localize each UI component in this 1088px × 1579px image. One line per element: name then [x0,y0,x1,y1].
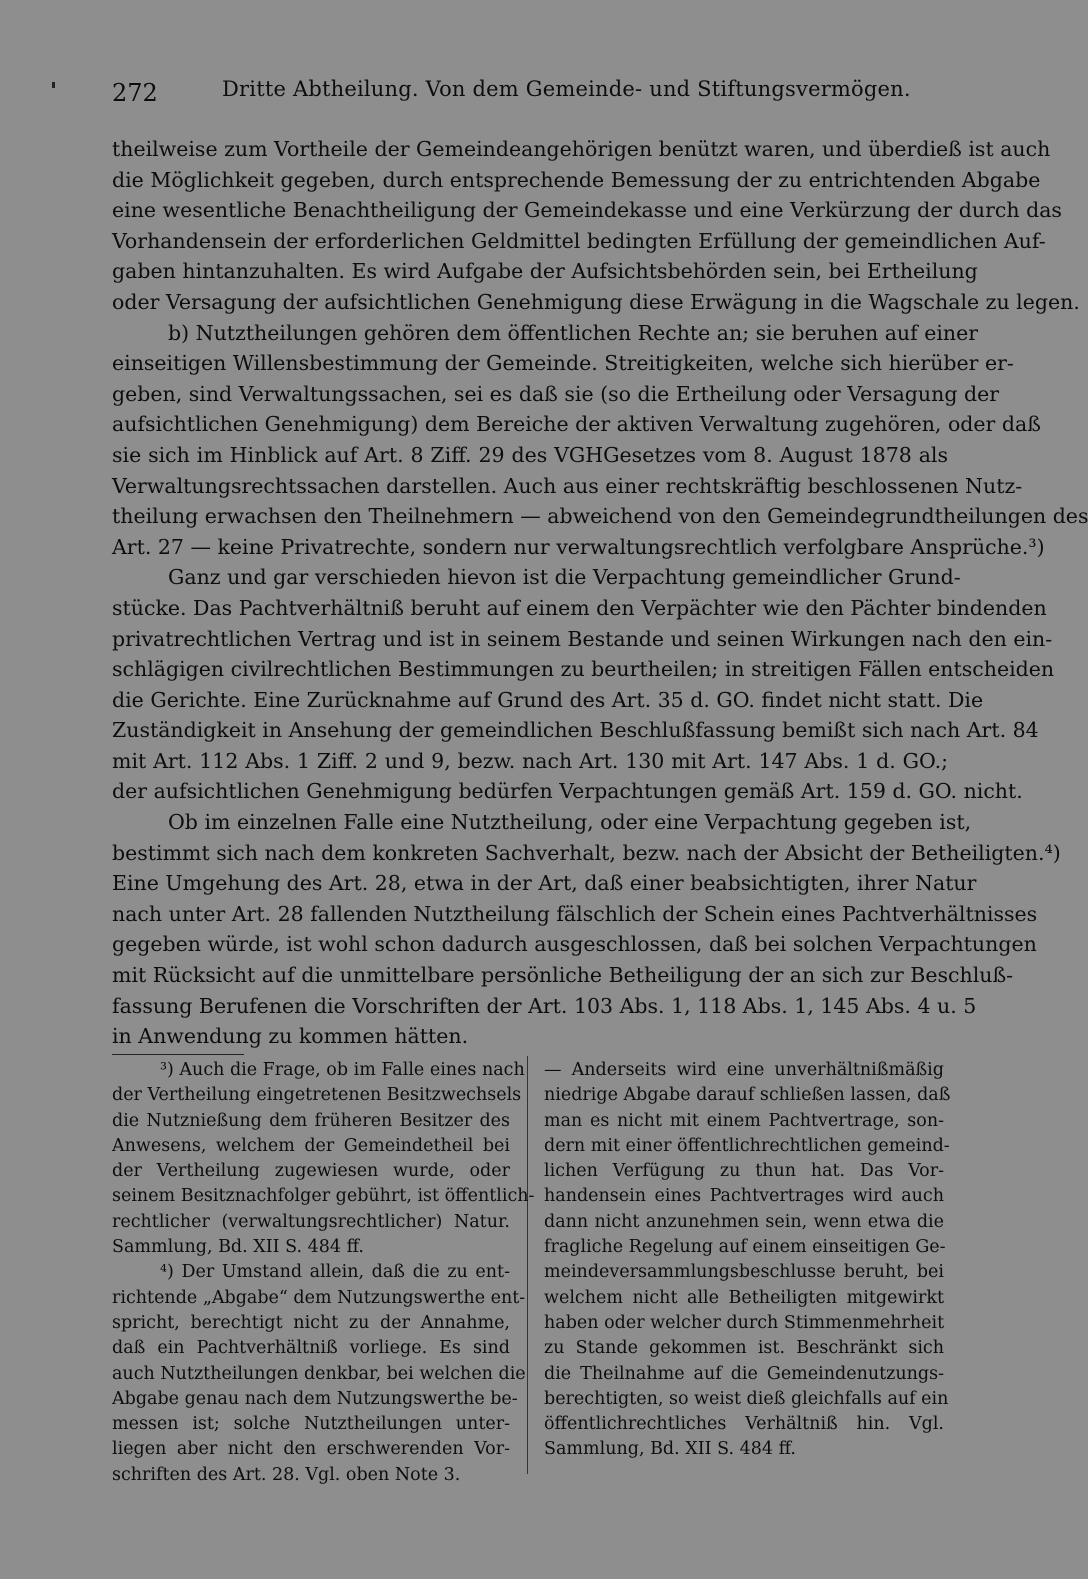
footnote-line: Sammlung, Bd. XII S. 484 ff. [112,1237,364,1258]
footnote-rule [112,1054,244,1055]
text-line: Eine Umgehung des Art. 28, etwa in der Art, daß einer beabsichtigten, ihrer Natur [112,871,977,896]
text-line: Art. 27 — keine Privatrechte, sondern nur verwaltungsrechtlich verfolgbare Ansprüche.³) [112,534,1045,559]
text-line: theilung erwachsen den Theilnehmern — abweichend von den Gemeindegrundtheilungen des [112,504,1088,529]
footnote-line: Anwesens, welchem der Gemeindetheil bei [112,1135,510,1156]
footnote-line: der Vertheilung eingetretenen Besitzwechsels [112,1085,522,1106]
footnote-column-separator [527,1056,528,1474]
text-line: in Anwendung zu kommen hätten. [112,1024,469,1049]
text-line: oder Versagung der aufsichtlichen Genehmigung diese Erwägung in die Wagschale zu legen. [112,289,1080,314]
footnote-line: berechtigten, so weist dieß gleichfalls auf ein [544,1388,949,1409]
footnote-line: welchem nicht alle Betheiligten mitgewirkt [544,1287,944,1308]
text-line: theilweise zum Vortheile der Gemeindeangehörigen benützt waren, und überdieß ist auch [112,137,1051,161]
running-title: Dritte Abtheilung. Von dem Gemeinde- und Stiftungsvermögen. [222,77,911,101]
footnote-line: Abgabe genau nach dem Nutzungswerthe be- [112,1388,518,1409]
text-line: aufsichtlichen Genehmigung) dem Bereiche der aktiven Verwaltung zugehören, oder daß [112,412,1041,437]
footnote-line: richtende „Abgabe“ dem Nutzungswerthe ent- [112,1287,526,1308]
footnote-line: Sammlung, Bd. XII S. 484 ff. [544,1439,796,1460]
footnote-line: schriften des Art. 28. Vgl. oben Note 3. [112,1464,461,1485]
footnote-line: handensein eines Pachtvertrages wird auch [544,1186,944,1207]
footnote-line: messen ist; solche Nutztheilungen unter- [112,1414,510,1435]
text-line: Vorhandensein der erforderlichen Geldmittel bedingten Erfüllung der gemeindlichen Auf- [112,228,1046,253]
text-line: privatrechtlichen Vertrag und ist in seinem Bestande und seinen Wirkungen nach den ein- [112,626,1053,651]
footnote-line: spricht, berechtigt nicht zu der Annahme, [112,1312,510,1333]
text-line: gegeben würde, ist wohl schon dadurch ausgeschlossen, daß bei solchen Verpachtungen [112,932,1037,957]
footnote-line: die Nutznießung dem früheren Besitzer des [112,1110,510,1131]
text-line: b) Nutztheilungen gehören dem öffentlichen Rechte an; sie beruhen auf einer [168,320,979,345]
footnote-line: meindeversammlungsbeschlusse beruht, bei [544,1262,944,1283]
text-line: geben, sind Verwaltungssachen, sei es daß sie (so die Ertheilung oder Versagung der [112,381,1000,406]
footnote-line: niedrige Abgabe darauf schließen lassen, daß [544,1085,951,1106]
text-line: sie sich im Hinblick auf Art. 8 Ziff. 29 des VGHGesetzes vom 8. August 1878 als [112,442,948,467]
footnote-line: seinem Besitznachfolger gebührt, ist öffentlich- [112,1186,535,1207]
footnote-line: lichen Verfügung zu thun hat. Das Vor- [544,1161,944,1182]
footnote-line: dern mit einer öffentlichrechtlichen gemeind- [544,1135,950,1156]
footnote-line: rechtlicher (verwaltungsrechtlicher) Natur. [112,1211,510,1232]
footnote-line: haben oder welcher durch Stimmenmehrheit [544,1312,945,1333]
text-line: mit Art. 112 Abs. 1 Ziff. 2 und 9, bezw. nach Art. 130 mit Art. 147 Abs. 1 d. GO.; [112,748,948,773]
footnote-line: liegen aber nicht den erschwerenden Vor- [112,1439,510,1460]
text-line: bestimmt sich nach dem konkreten Sachverhalt, bezw. nach der Absicht der Betheiligten.⁴) [112,840,1061,865]
footnotes-left-column [112,1058,535,1488]
margin-mark [52,82,55,88]
footnote-line: die Theilnahme auf die Gemeindenutzungs- [544,1363,944,1384]
footnote-line: fragliche Regelung auf einem einseitigen Ge- [544,1237,946,1258]
text-line: einseitigen Willensbestimmung der Gemeinde. Streitigkeiten, welche sich hierüber er- [112,351,1014,376]
footnote-line: man es nicht mit einem Pachtvertrage, son- [544,1110,944,1131]
text-line: Zuständigkeit in Ansehung der gemeindlichen Beschlußfassung bemißt sich nach Art. 84 [112,718,1039,743]
text-line: fassung Berufenen die Vorschriften der Art. 103 Abs. 1, 118 Abs. 1, 145 Abs. 4 u. 5 [112,993,977,1018]
footnote-line: der Vertheilung zugewiesen wurde, oder [112,1161,510,1182]
text-line: nach unter Art. 28 fallenden Nutztheilung fälschlich der Schein eines Pachtverhältnisses [112,901,1038,926]
footnote-line: ⁴) Der Umstand allein, daß die zu ent- [160,1262,510,1283]
page-number: 272 [112,79,158,107]
text-line: stücke. Das Pachtverhältniß beruht auf einem den Verpächter wie den Pächter bindenden [112,595,1047,620]
footnote-line: — Anderseits wird eine unverhältnißmäßig [544,1060,944,1080]
text-line: die Gerichte. Eine Zurücknahme auf Grund des Art. 35 d. GO. findet nicht statt. Die [112,687,984,712]
footnote-line: ³) Auch die Frage, ob im Falle eines nach [160,1060,525,1080]
footnote-line: öffentlichrechtliches Verhältniß hin. Vgl. [544,1414,944,1435]
text-line: gaben hintanzuhalten. Es wird Aufgabe der Aufsichtsbehörden sein, bei Ertheilung [112,259,978,284]
footnote-line: auch Nutztheilungen denkbar, bei welchen die [112,1363,526,1384]
text-line: der aufsichtlichen Genehmigung bedürfen Verpachtungen gemäß Art. 159 d. GO. nicht. [112,779,1023,804]
footnote-line: zu Stande gekommen ist. Beschränkt sich [544,1338,944,1359]
text-line: mit Rücksicht auf die unmittelbare persönliche Betheiligung der an sich zur Beschluß- [112,963,1014,988]
text-line: eine wesentliche Benachtheiligung der Gemeindekasse und eine Verkürzung der durch das [112,198,1062,223]
text-line: Ganz und gar verschieden hievon ist die Verpachtung gemeindlicher Grund- [168,565,961,590]
text-line: Verwaltungsrechtssachen darstellen. Auch aus einer rechtskräftig beschlossenen Nutz- [112,473,1023,498]
text-line: schlägigen civilrechtlichen Bestimmungen zu beurtheilen; in streitigen Fällen entscheiden [112,657,1055,682]
footnote-line: daß ein Pachtverhältniß vorliege. Es sind [112,1338,510,1359]
main-text [112,134,1088,1052]
footnotes-right-column [544,1058,951,1463]
text-line: die Möglichkeit gegeben, durch entsprechende Bemessung der zu entrichtenden Abgabe [112,167,1041,192]
text-line: Ob im einzelnen Falle eine Nutztheilung, oder eine Verpachtung gegeben ist, [168,810,972,835]
footnote-line: dann nicht anzunehmen sein, wenn etwa die [544,1211,944,1232]
